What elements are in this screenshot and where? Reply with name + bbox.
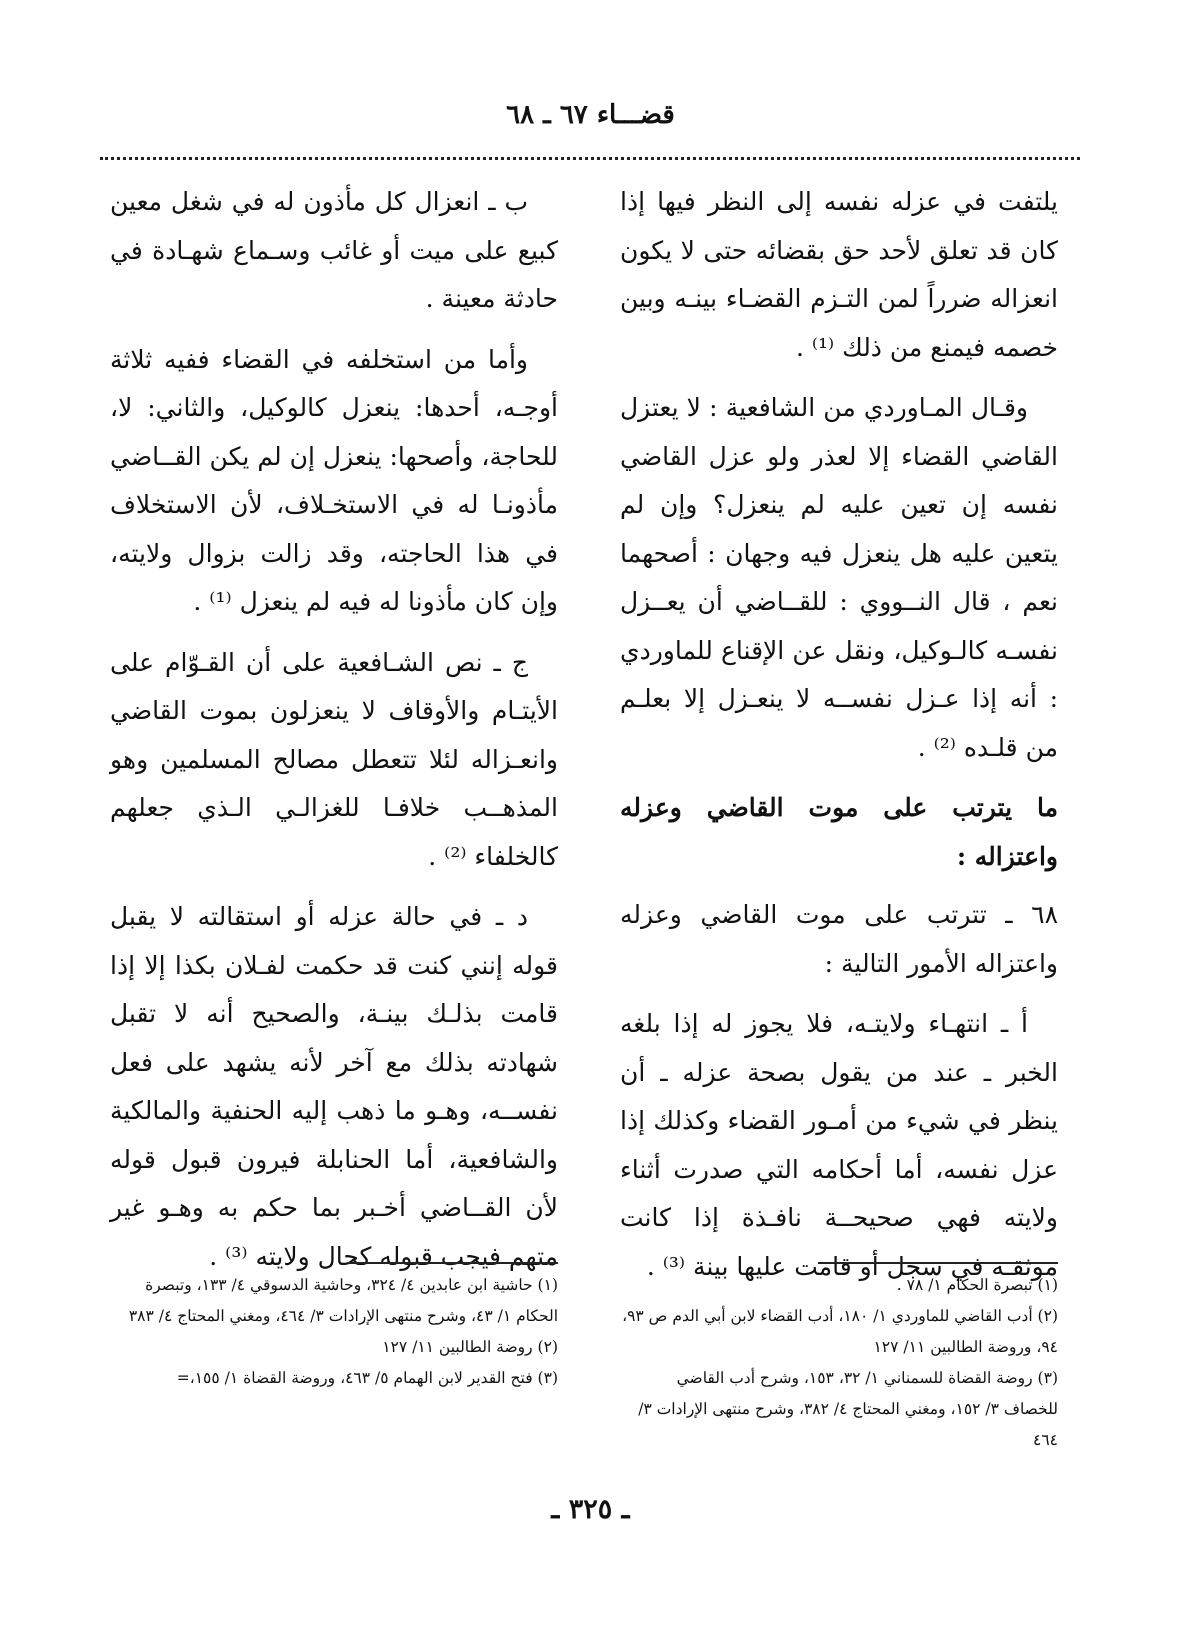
footnote-rule-right [818, 1262, 1058, 1264]
left-paragraph-3: ج ـ نص الشـافعية على أن القـوّام على الأيتـام والأوقاف لا ينعزلون بموت القاضي وانعـزاله لئلا تتعطل مصالح المسلمين وهو المذهــب خلافـا للغزالـي الـذي جعلهم كالخلفاء ⁽²⁾ . [110, 647, 558, 871]
right-column [620, 178, 1058, 1303]
left-paragraph-1: ب ـ انعزال كل مأذون له في شغل معين كبيع على ميت أو غائب وسـماع شهـادة في حادثة معينة . [110, 187, 558, 313]
page-number: ـ ٣٢٥ ـ [551, 1494, 630, 1525]
footnote-rule-left [348, 1262, 558, 1264]
footnotes-left [110, 1270, 558, 1394]
header-dotted-rule [100, 157, 1080, 160]
left-paragraph-4: د ـ في حالة عزله أو استقالته لا يقبل قوله إنني كنت قد حكمت لفـلان بكذا إلا إذا قامت بذلـك بينـة، والصحيح أنه لا تقبل شهادته بذلك مع آخر لأنه يشهد على فعل نفســه، وهـو ما ذهب إليه الحنفية والمالكية والشافعية، أما الحنابلة فيرون قبول قوله لأن القــاضي أخـبر بما حكم به وهـو غير متهم فيجب قبوله كحال ولايته ⁽³⁾ . [110, 902, 558, 1271]
footnote-right-1: (١) تبصرة الحكام ١/ ٧٨ . [896, 1276, 1058, 1294]
right-paragraph-1: يلتفت في عزله نفسه إلى النظر فيها إذا كان قد تعلق لأحد حق بقضائه حتى لا يكون انعزاله ضرراً لمن التـزم القضـاء بينـه وبين خصمه فيمنع من ذلك ⁽¹⁾ . [620, 187, 1058, 362]
footnote-left-1: (١) حاشية ابن عابدين ٤/ ٣٢٤، وحاشية الدسوقي ٤/ ١٣٣، وتبصرة الحكام ١/ ٤٣، وشرح منتهى الإرادات ٣/ ٤٦٤، ومغني المحتاج ٤/ ٣٨٣ [128, 1276, 558, 1325]
right-paragraph-3: ٦٨ ـ تترتب على موت القاضي وعزله واعتزاله الأمور التالية : [620, 900, 1058, 978]
section-heading: ما يترتب على موت القاضي وعزله واعتزاله : [620, 793, 1058, 871]
footnotes-right [620, 1270, 1058, 1456]
left-paragraph-2: وأما من استخلفه في القضاء ففيه ثلاثة أوجـه، أحدها: ينعزل كالوكيل، والثاني: لا، للحاجة، وأصحها: ينعزل إن لم يكن القــاضي مأذونـا له في الاستخـلاف، لأن الاستخلاف في هذا الحاجته، وقد زالت بزوال ولايته، وإن كان مأذونا له فيه لم ينعزل ⁽¹⁾ . [110, 344, 558, 616]
right-paragraph-4: أ ـ انتهـاء ولايتـه، فلا يجوز له إذا بلغه الخبر ـ عند من يقول بصحة عزله ـ أن ينظر في شيء من أمـور القضاء وكذلك إذا عزل نفسه، أما أحكامه التي صدرت أثناء ولايته فهي صحيحــة نافـذة إذا كانت موثقـة في سجل أو قامت عليها بينة ⁽³⁾ . [620, 1009, 1058, 1281]
left-column [110, 178, 558, 1293]
footnote-left-2: (٢) روضة الطالبين ١١/ ١٢٧ [382, 1338, 558, 1356]
page-header-title: قضـــاء ٦٧ ـ ٦٨ [506, 100, 675, 130]
footnote-right-3: (٣) روضة القضاة للسمناني ١/ ٣٢، ١٥٣، وشرح أدب القاضي للخصاف ٣/ ١٥٢، ومغني المحتاج ٤/ ٣٨٢، وشرح منتهى الإرادات ٣/ ٤٦٤ [638, 1369, 1058, 1449]
footnote-right-2: (٢) أدب القاضي للماوردي ١/ ١٨٠، أدب القضاء لابن أبي الدم ص ٩٣، ٩٤، وروضة الطالبين ١١/ ١٢٧ [622, 1307, 1058, 1356]
footnote-left-3: (٣) فتح القدير لابن الهمام ٥/ ٤٦٣، وروضة القضاة ١/ ١٥٥،= [176, 1369, 558, 1387]
right-paragraph-2: وقـال المـاوردي من الشافعية : لا يعتزل القاضي القضاء إلا لعذر ولو عزل القاضي نفسه إن تعين عليه لم ينعزل؟ وإن لم يتعين عليه هل ينعزل فيه وجهان : أصحهما نعم ، قال النــووي : للقــاضي أن يعــزل نفسـه كالـوكيل، ونقل عن الإقناع للماوردي : أنه إذا عـزل نفســه لا ينعـزل إلا بعلـم من قلـده ⁽²⁾ . [620, 393, 1058, 762]
